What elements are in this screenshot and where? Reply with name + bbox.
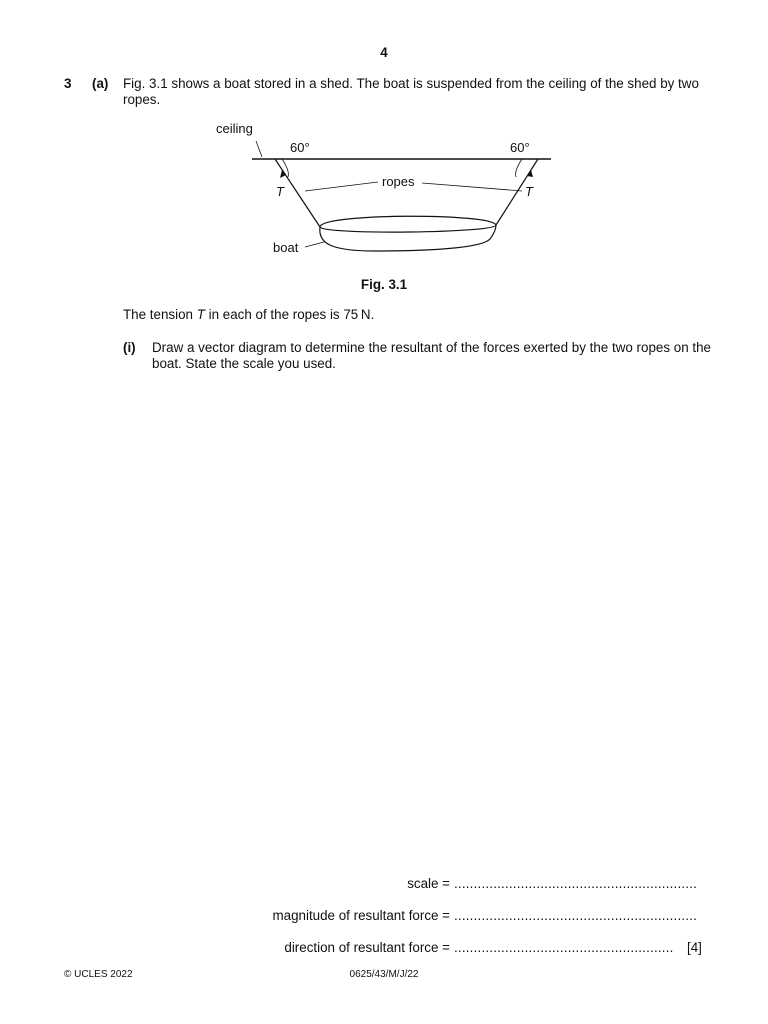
copyright: © UCLES 2022 xyxy=(64,969,133,980)
subquestion-label: (i) xyxy=(123,340,136,355)
paper-code: 0625/43/M/J/22 xyxy=(349,969,419,980)
tension-label-left: T xyxy=(276,184,284,199)
tension-label-right: T xyxy=(525,184,533,199)
tension-suffix: in each of the ropes is 75 N. xyxy=(204,307,375,322)
ceiling-leader-line xyxy=(256,141,262,157)
ceiling-label: ceiling xyxy=(216,121,253,136)
scale-answer-line[interactable]: .............................................................. xyxy=(454,876,698,891)
question-part-text: Fig. 3.1 shows a boat stored in a shed. The boat is suspended from the ceiling of the shed by two ropes. xyxy=(123,76,699,107)
ropes-leader-left xyxy=(305,182,378,191)
tension-symbol: T xyxy=(196,307,205,322)
angle-label-right: 60° xyxy=(510,140,530,155)
working-space[interactable] xyxy=(123,385,713,855)
subquestion-text: Draw a vector diagram to determine the resultant of the forces exerted by the two ropes on the boat. State the scale you used. xyxy=(152,340,711,371)
question-number: 3 xyxy=(64,76,72,91)
ropes-leader-right xyxy=(422,183,522,191)
direction-answer-line[interactable]: ........................................................ xyxy=(454,940,674,955)
boat-figure xyxy=(200,115,570,265)
scale-label: scale = xyxy=(407,876,450,891)
question-part-label: (a) xyxy=(92,76,109,91)
tension-prefix: The tension xyxy=(123,307,197,322)
page-number: 4 xyxy=(380,45,388,60)
figure-caption: Fig. 3.1 xyxy=(360,277,408,292)
boat-leader-line xyxy=(305,242,324,247)
boat-label: boat xyxy=(273,240,299,255)
ropes-label: ropes xyxy=(382,174,415,189)
magnitude-label: magnitude of resultant force = xyxy=(272,908,450,923)
magnitude-answer-line[interactable]: .............................................................. xyxy=(454,908,698,923)
angle-label-left: 60° xyxy=(290,140,310,155)
tension-statement xyxy=(123,307,374,323)
boat-shape xyxy=(320,216,496,251)
marks-allocation: [4] xyxy=(687,940,702,955)
angle-arc-right xyxy=(516,159,522,177)
direction-label: direction of resultant force = xyxy=(284,940,450,955)
